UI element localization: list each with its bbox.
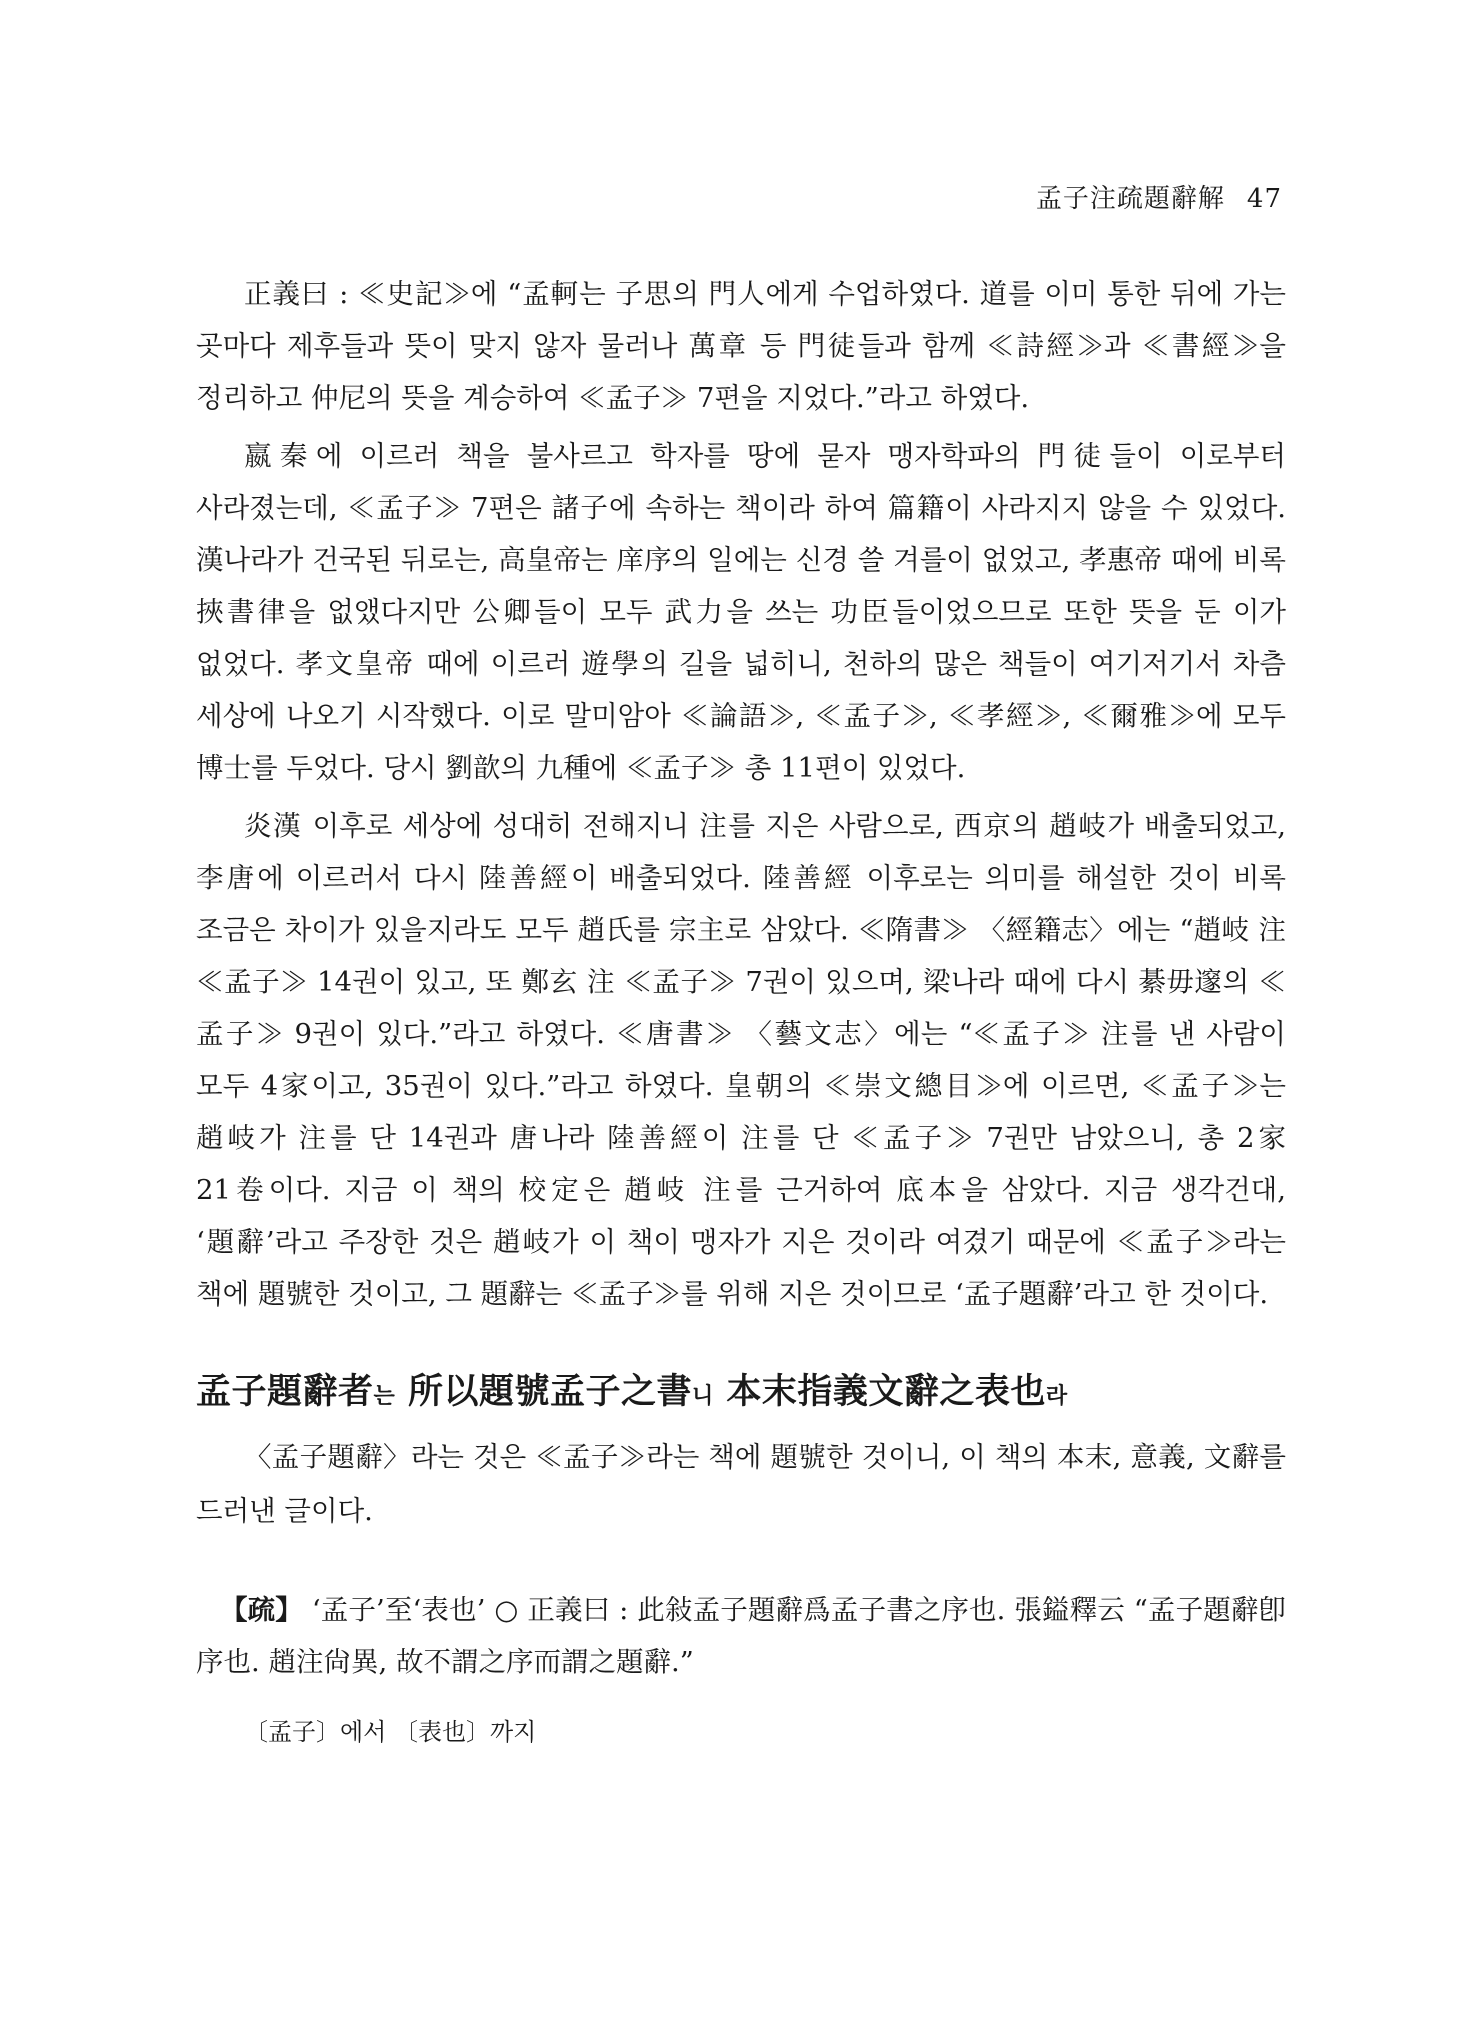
commentary-tag: 【疏】 xyxy=(220,1594,303,1626)
heading-part-1: 孟子題辭者 xyxy=(196,1371,374,1412)
heading-particle-3: 라 xyxy=(1045,1383,1068,1409)
heading-particle-2: 니 xyxy=(691,1383,714,1409)
heading-part-3: 本末指義文辭之表也 xyxy=(713,1371,1046,1412)
page-number: 47 xyxy=(1246,184,1282,214)
body-paragraph-1: 正義曰 : ≪史記≫에 “孟軻는 子思의 門人에게 수업하였다. 道를 이미 통한 뒤에 가는 곳마다 제후들과 뜻이 맞지 않자 물러나 萬章 등 門徒들과 함께 ≪詩經≫과 ≪書經≫을 정리하고 仲尼의 뜻을 계승하여 ≪孟子≫ 7편을 지었다.”라고 하였다. xyxy=(196,278,1286,414)
range-note: 〔孟子〕에서 〔表也〕까지 xyxy=(244,1718,537,1746)
heading-part-2: 所以題號孟子之書 xyxy=(395,1371,692,1412)
classical-text-heading xyxy=(196,1364,1286,1424)
heading-particle-1: 는 xyxy=(373,1383,396,1409)
translation-paragraph: 〈孟子題辭〉라는 것은 ≪孟子≫라는 책에 題號한 것이니, 이 책의 本末, 意義, 文辭를 드러낸 글이다. xyxy=(196,1441,1286,1527)
body-paragraph-2: 嬴秦에 이르러 책을 불사르고 학자를 땅에 묻자 맹자학파의 門徒들이 이로부터 사라졌는데, ≪孟子≫ 7편은 諸子에 속하는 책이라 하여 篇籍이 사라지지 않을 수 있었다. 漢나라가 건국된 뒤로는, 高皇帝는 庠序의 일에는 신경 쓸 겨를이 없었고, 孝惠帝 때에 비록 挾書律을 없앴다지만 公卿들이 모두 武力을 쓰는 功臣들이었으므로 또한 뜻을 둔 이가 없었다. 孝文皇帝 때에 이르러 遊學의 길을 넓히니, 천하의 많은 책들이 여기저기서 차츰 세상에 나오기 시작했다. 이로 말미암아 ≪論語≫, ≪孟子≫, ≪孝經≫, ≪爾雅≫에 모두 博士를 두었다. 당시 劉歆의 九種에 ≪孟子≫ 총 11편이 있었다. xyxy=(196,440,1286,784)
body-paragraph-3: 炎漢 이후로 세상에 성대히 전해지니 注를 지은 사람으로, 西京의 趙岐가 배출되었고, 李唐에 이르러서 다시 陸善經이 배출되었다. 陸善經 이후로는 의미를 해설한 것이 비록 조금은 차이가 있을지라도 모두 趙氏를 宗主로 삼았다. ≪隋書≫ 〈經籍志〉에는 “趙岐 注 ≪孟子≫ 14권이 있고, 또 鄭玄 注 ≪孟子≫ 7권이 있으며, 梁나라 때에 다시 綦毋邃의 ≪孟子≫ 9권이 있다.”라고 하였다. ≪唐書≫ 〈藝文志〉에는 “≪孟子≫ 注를 낸 사람이 모두 4家이고, 35권이 있다.”라고 하였다. 皇朝의 ≪崇文總目≫에 이르면, ≪孟子≫는 趙岐가 注를 단 14권과 唐나라 陸善經이 注를 단 ≪孟子≫ 7권만 남았으니, 총 2家 21卷이다. 지금 이 책의 校定은 趙岐 注를 근거하여 底本을 삼았다. 지금 생각건대, ‘題辭’라고 주장한 것은 趙岐가 이 책이 맹자가 지은 것이라 여겼기 때문에 ≪孟子≫라는 책에 題號한 것이고, 그 題辭는 ≪孟子≫를 위해 지은 것이므로 ‘孟子題辭’라고 한 것이다. xyxy=(196,810,1286,1310)
document-body xyxy=(196,268,1286,1754)
running-header xyxy=(1036,178,1282,215)
running-header-title: 孟子注疏題辭解 xyxy=(1035,184,1225,214)
commentary-paragraph xyxy=(196,1584,1286,1688)
commentary-text: ‘孟子’至‘表也’ ○ 正義曰 : 此敍孟子題辭爲孟子書之序也. 張鎰釋云 “孟子題辭卽序也. 趙注尙異, 故不謂之序而謂之題辭.” xyxy=(196,1594,1287,1678)
